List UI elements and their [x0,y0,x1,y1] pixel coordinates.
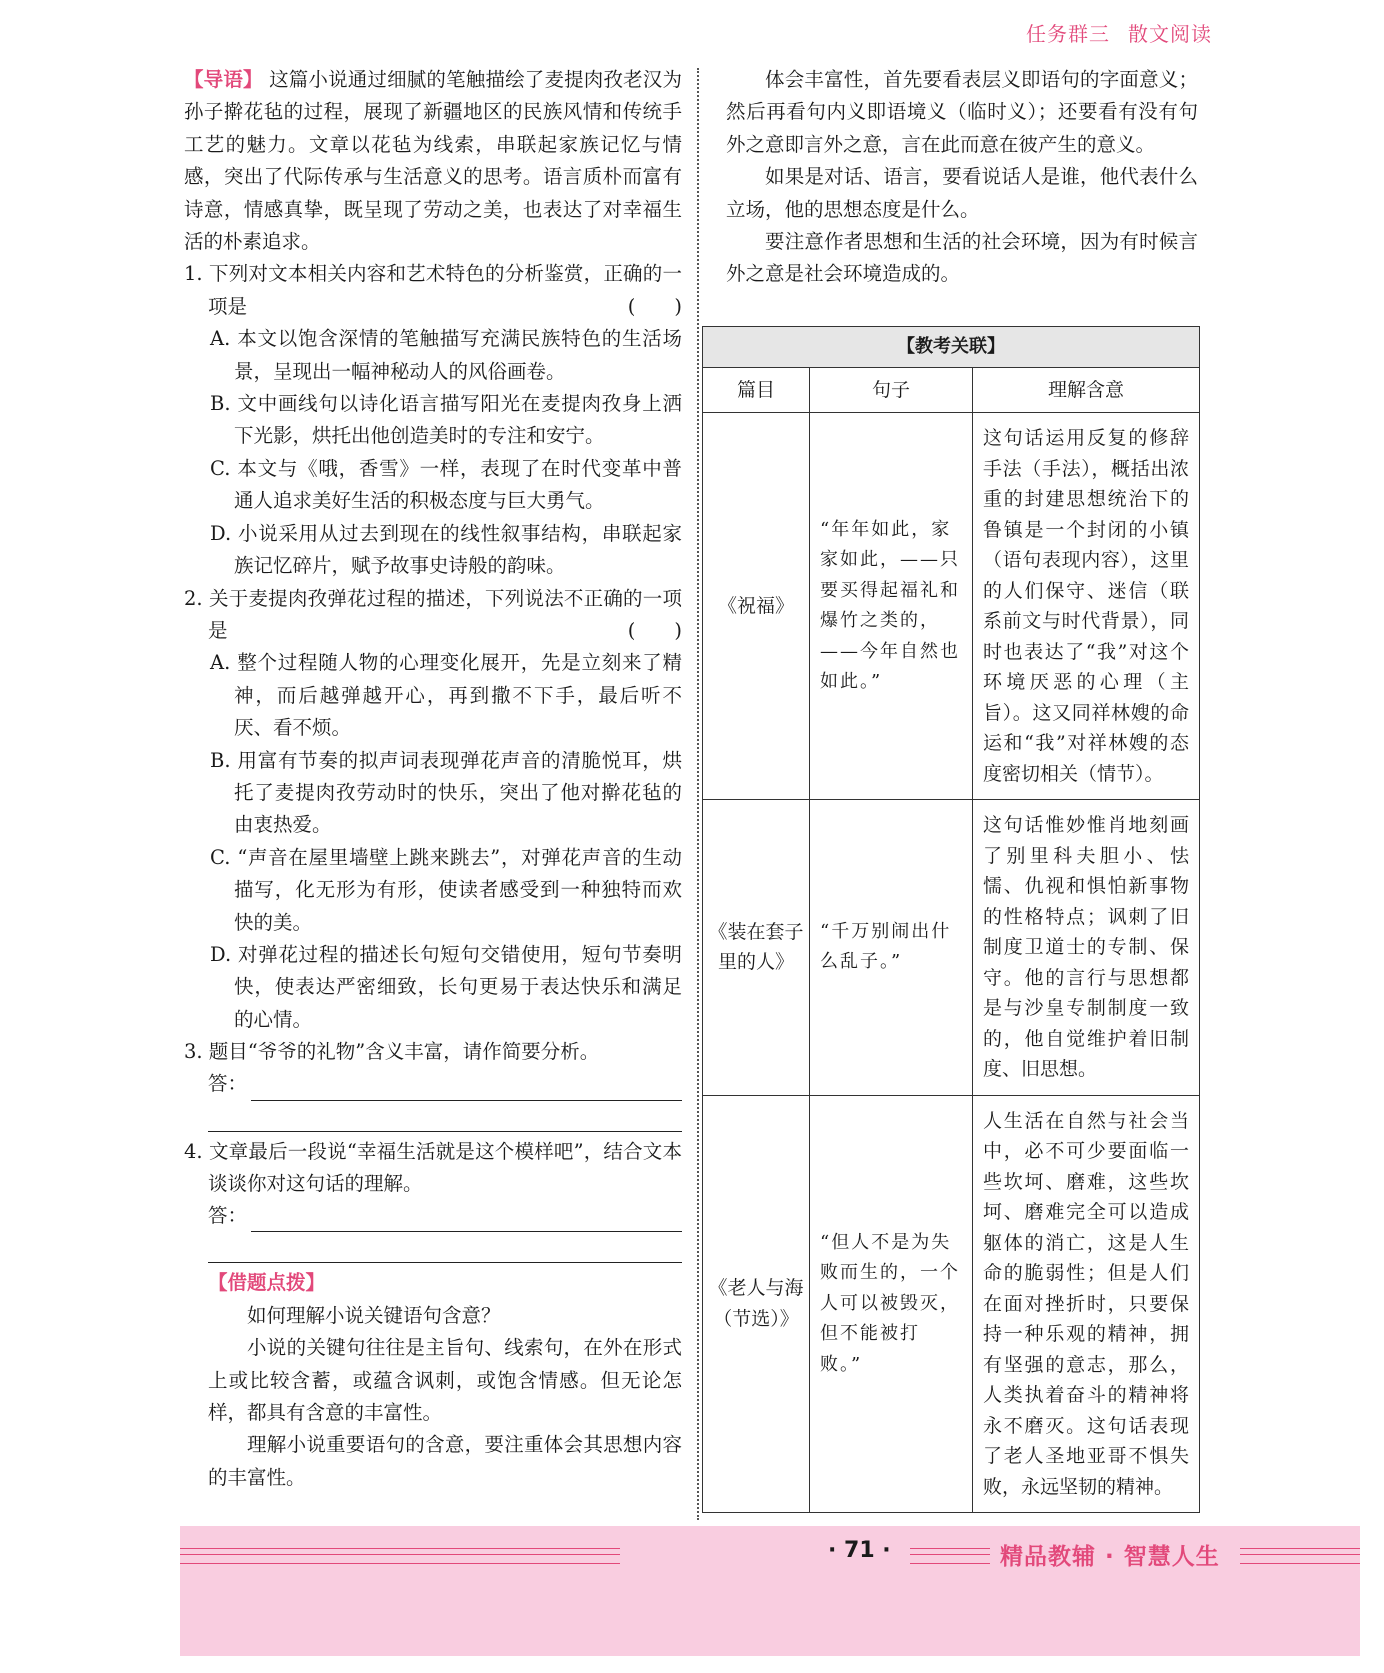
work-title: 《装在套子里的人》 [703,800,810,1096]
running-header [1008,18,1212,47]
method-paragraph: 体会丰富性，首先要看表层义即语句的字面意义；然后再看句内义即语境义（临时义）；还要看有没有句外之意即言外之意，言在此而意在彼产生的意义。 [726,68,1198,156]
right-column [726,64,1198,291]
work-title: 《老人与海（节选）》 [703,1095,810,1513]
question-2 [184,583,682,1037]
question-4 [184,1136,682,1264]
footer-stripe-right [1240,1548,1360,1564]
footer-stripe-left [180,1548,620,1564]
page-number: · 71 · [828,1538,891,1563]
tip-paragraph: 小说的关键句往往是主旨句、线索句，在外在形式上或比较含蓄，或蕴含讽刺，或饱含情感。但无论怎样，都具有含意的丰富性。 [208,1336,682,1425]
key-sentence: “千万别闹出什么乱子。” [810,800,973,1096]
tip-section [184,1267,682,1494]
option-a[interactable]: A. 本文以饱含深情的笔触描写充满民族特色的生活场景，呈现出一幅神秘动人的风俗画卷。 [210,327,682,383]
question-stem: 4. 文章最后一段说“幸福生活就是这个模样吧”，结合文本谈谈你对这句话的理解。 [184,1139,682,1195]
footer-slogan: 精品教辅 · 智慧人生 [1000,1544,1220,1570]
question-stem [184,583,682,648]
intro-text: 这篇小说通过细腻的笔触描绘了麦提肉孜老汉为孙子擀花毡的过程，展现了新疆地区的民族风情和传统手工艺的魅力。文章以花毡为线索，串联起家族记忆与情感，突出了代际传承与生活意义的思考。语言质朴而富有诗意，情感真挚，既呈现了劳动之美，也表达了对幸福生活的朴素追求。 [184,68,682,254]
answer-line[interactable] [251,1078,682,1101]
option-c[interactable]: C. 本文与《哦，香雪》一样，表现了在时代变革中普通人追求美好生活的积极态度与巨大勇气。 [210,456,682,513]
meaning-text: 人生活在自然与社会当中，必不可少要面临一些坎坷、磨难，这些坎坷、磨难完全可以造成躯体的消亡，这是人生命的脆弱性；但是人们在面对挫折时，只要保持一种乐观的精神，拥有坚强的意志，那么，人类执着奋斗的精神将永不磨灭。这句话表现了老人圣地亚哥不惧失败，永远坚韧的精神。 [973,1095,1200,1513]
answer-label: 答： [208,1204,248,1227]
exam-relation-table [702,326,1200,1513]
intro-paragraph [184,64,682,258]
table-title: 【教考关联】 [703,327,1200,368]
tip-paragraph: 如何理解小说关键语句含意？ [247,1303,501,1327]
option-b[interactable]: B. 文中画线句以诗化语言描写阳光在麦提肉孜身上洒下光影，烘托出他创造美时的专注和安宁。 [210,392,682,448]
option-c[interactable]: C. “声音在屋里墙壁上跳来跳去”，对弹花声音的生动描写，化无形为有形，使读者感受到一种独特而欢快的美。 [210,845,682,934]
option-d[interactable]: D. 对弹花过程的描述长句短句交错使用，短句节奏明快，使表达严密细致，长句更易于表达快乐和满足的心情。 [210,942,682,1031]
header-meaning: 理解含意 [973,368,1200,413]
option-b[interactable]: B. 用富有节奏的拟声词表现弹花声音的清脆悦耳，烘托了麦提肉孜劳动时的快乐，突出了他对擀花毡的由衷热爱。 [210,748,682,837]
question-3 [184,1036,682,1131]
key-sentence: “年年如此，家家如此，——只要买得起福礼和爆竹之类的，——今年自然也如此。” [810,413,973,800]
header-title: 篇目 [703,368,810,413]
answer-label: 答： [208,1072,248,1096]
table-row [703,800,1200,1096]
answer-line[interactable] [208,1232,682,1263]
header-section: 任务群三 [1026,22,1110,46]
tip-label: 【借题点拨】 [208,1271,326,1295]
header-topic: 散文阅读 [1128,22,1212,46]
answer-line[interactable] [251,1209,682,1232]
column-divider [697,68,699,1520]
footer-stripe-middle [910,1548,990,1564]
method-paragraph: 要注意作者思想和生活的社会环境，因为有时候言外之意是社会环境造成的。 [726,230,1198,286]
tip-paragraph: 理解小说重要语句的含意，要注重体会其思想内容的丰富性。 [208,1433,682,1489]
question-stem: 3. 题目“爷爷的礼物”含义丰富，请作简要分析。 [184,1040,600,1064]
question-1 [184,258,682,582]
table-row [703,1095,1200,1513]
work-title: 《祝福》 [703,413,810,800]
question-1-text: 1. 下列对文本相关内容和艺术特色的分析鉴赏，正确的一项是 [184,262,682,318]
meaning-text: 这句话运用反复的修辞手法（手法），概括出浓重的封建思想统治下的鲁镇是一个封闭的小镇（语句表现内容），这里的人们保守、迷信（联系前文与时代背景），同时也表达了“我”对这个环境厌恶的心理（主旨）。这又同祥林嫂的命运和“我”对祥林嫂的态度密切相关（情节）。 [973,413,1200,800]
option-d[interactable]: D. 小说采用从过去到现在的线性叙事结构，串联起家族记忆碎片，赋予故事史诗般的韵味。 [210,521,682,578]
answer-line[interactable] [208,1101,682,1132]
left-column [184,64,682,1494]
question-stem [184,258,682,323]
answer-paren: ( ) [627,618,682,642]
answer-field[interactable] [208,1069,682,1101]
meaning-text: 这句话惟妙惟肖地刻画了别里科夫胆小、怯懦、仇视和惧怕新事物的性格特点；讽刺了旧制度卫道士的专制、保守。他的言行与思想都是与沙皇专制制度一致的，他自觉维护着旧制度、旧思想。 [973,800,1200,1096]
header-sentence: 句子 [810,368,973,413]
intro-label: 【导语】 [184,68,263,91]
question-2-text: 2. 关于麦提肉孜弹花过程的描述，下列说法不正确的一项是 [184,586,682,642]
key-sentence: “但人不是为失败而生的，一个人可以被毁灭，但不能被打败。” [810,1095,973,1513]
option-a[interactable]: A. 整个过程随人物的心理变化展开，先是立刻来了精神，而后越弹越开心，再到撒不下手，最后听不厌、看不烦。 [210,651,682,740]
table-row [703,413,1200,800]
answer-field[interactable] [208,1200,682,1232]
page-footer [180,1526,1360,1656]
method-paragraph: 如果是对话、语言，要看说话人是谁，他代表什么立场，他的思想态度是什么。 [726,165,1198,221]
answer-paren: ( ) [627,294,682,318]
